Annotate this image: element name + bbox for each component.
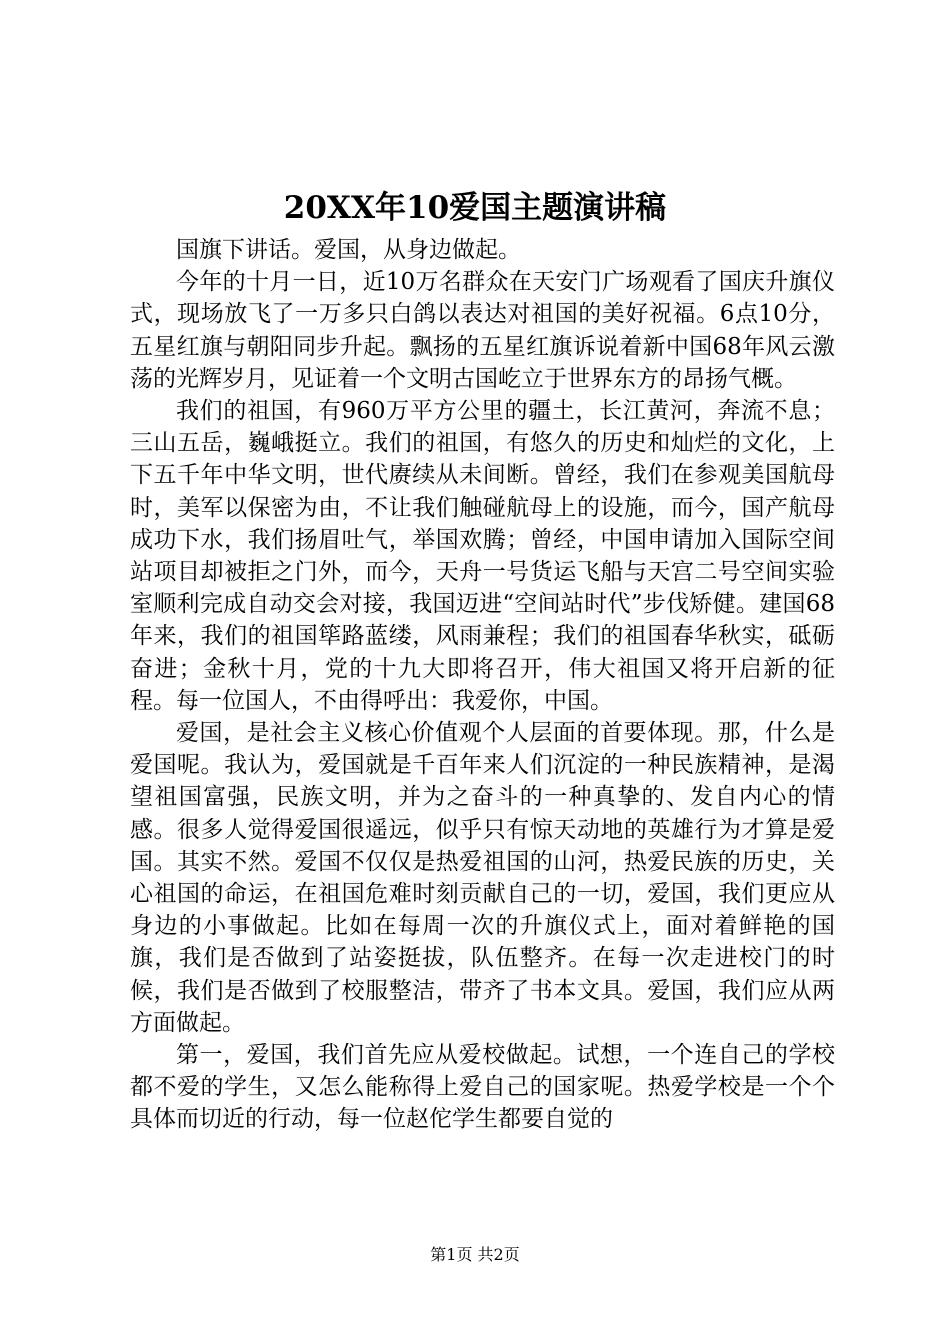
paragraph-3: 我们的祖国，有960万平方公里的疆土，长江黄河，奔流不息；三山五岳，巍峨挺立。我们的祖国，有悠久的历史和灿烂的文化，上下五千年中华文明，世代赓续从未间断。曾经，我们在参观美国航母时，美军以保密为由，不让我们触碰航母上的设施，而今，国产航母成功下水，我们扬眉吐气，举国欢腾；曾经，中国申请加入国际空间站项目却被拒之门外，而今，天舟一号货运飞船与天宫二号空间实验室顺利完成自动交会对接，我国迈进“空间站时代”步伐矫健。建国68年来，我们的祖国筚路蓝缕，风雨兼程；我们的祖国春华秋实，砥砺奋进；金秋十月，党的十九大即将召开，伟大祖国又将开启新的征程。每一位国人，不由得呼出：我爱你，中国。 xyxy=(130,398,835,714)
document-title: 20XX年10爱国主题演讲稿 xyxy=(283,190,667,226)
paragraph-1: 国旗下讲话。爱国，从身边做起。 xyxy=(176,237,521,263)
paragraph-5: 第一，爱国，我们首先应从爱校做起。试想，一个连自己的学校都不爱的学生，又怎么能称得上爱自己的国家呢。热爱学校是一个个具体而切近的行动，每一位赵佗学生都要自觉的 xyxy=(130,1042,835,1133)
document-body xyxy=(130,234,835,1136)
paragraph-2: 今年的十月一日，近10万名群众在天安门广场观看了国庆升旗仪式，现场放飞了一万多只白鸽以表达对祖国的美好祝福。6点10分，五星红旗与朝阳同步升起。飘扬的五星红旗诉说着新中国68年风云激荡的光辉岁月，见证着一个文明古国屹立于世界东方的昂扬气概。 xyxy=(130,269,835,392)
paragraph-4: 爱国，是社会主义核心价值观个人层面的首要体现。那，什么是爱国呢。我认为，爱国就是千百年来人们沉淀的一种民族精神，是渴望祖国富强，民族文明，并为之奋斗的一种真挚的、发自内心的情感。很多人觉得爱国很遥远，似乎只有惊天动地的英雄行为才算是爱国。其实不然。爱国不仅仅是热爱祖国的山河，热爱民族的历史，关心祖国的命运，在祖国危难时刻贡献自己的一切，爱国，我们更应从身边的小事做起。比如在每周一次的升旗仪式上，面对着鲜艳的国旗，我们是否做到了站姿挺拔，队伍整齐。在每一次走进校门的时候，我们是否做到了校服整洁，带齐了书本文具。爱国，我们应从两方面做起。 xyxy=(130,720,835,1036)
page-footer: 第1页 共2页 xyxy=(430,1245,520,1264)
